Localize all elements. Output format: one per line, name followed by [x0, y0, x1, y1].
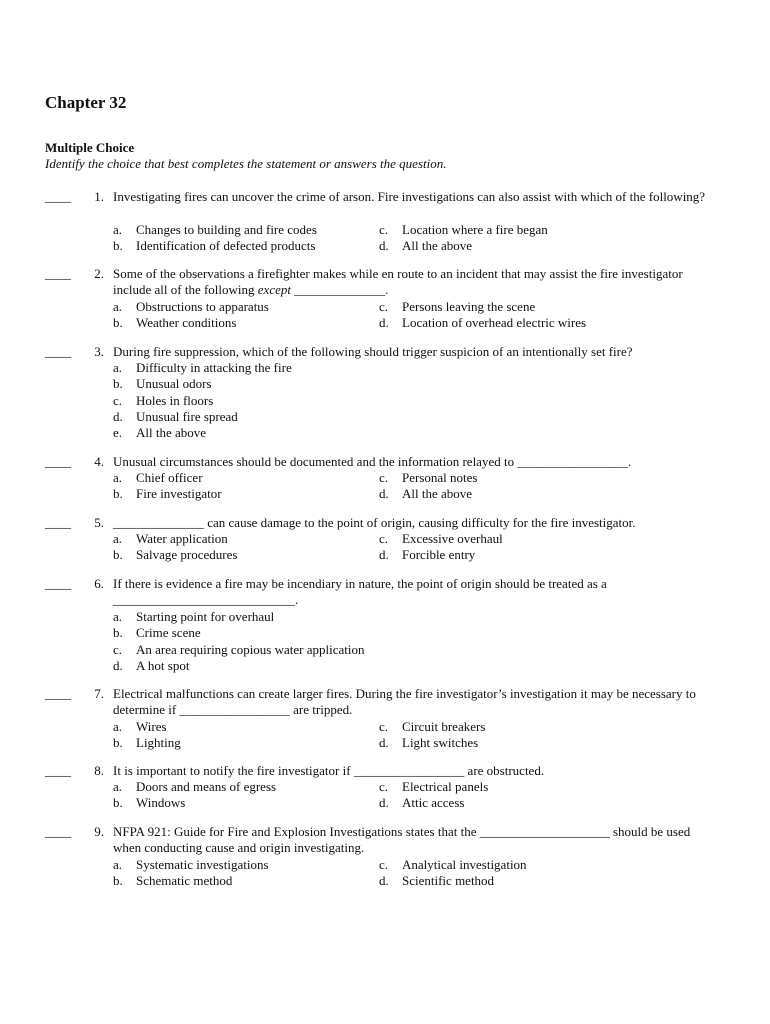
option-d	[379, 486, 472, 502]
option-b	[113, 376, 211, 392]
option-d	[113, 658, 189, 674]
option-text: Obstructions to apparatus	[136, 299, 269, 314]
question-stem: If there is evidence a fire may be incendiary in nature, the point of origin should be treated as a ____________________________.	[113, 576, 611, 608]
question-stem: It is important to notify the fire investigator if _________________ are obstructed.	[113, 763, 545, 778]
option-letter: a.	[113, 299, 123, 314]
option-text: An area requiring copious water application	[136, 642, 365, 657]
option-letter: b.	[113, 735, 123, 750]
option-text: Chief officer	[136, 470, 203, 485]
option-text: All the above	[402, 486, 473, 501]
option-d	[379, 795, 464, 811]
option-b	[113, 735, 181, 751]
option-letter: d.	[379, 795, 389, 810]
option-letter: d.	[113, 658, 123, 673]
option-text: Location where a fire began	[402, 222, 548, 237]
question-number: 6.	[94, 576, 104, 591]
option-letter: d.	[379, 735, 389, 750]
option-text: Salvage procedures	[136, 547, 238, 562]
option-letter: c.	[379, 222, 389, 237]
answer-blank: ____	[45, 824, 71, 839]
answer-blank: ____	[45, 266, 71, 281]
option-text: Changes to building and fire codes	[136, 222, 317, 237]
question-stem: During fire suppression, which of the following should trigger suspicion of an intentionally set fire?	[113, 344, 633, 359]
option-a	[113, 609, 274, 625]
option-text: All the above	[136, 425, 207, 440]
option-b	[113, 315, 236, 331]
option-letter: b.	[113, 873, 123, 888]
option-letter: d.	[379, 873, 389, 888]
option-letter: c.	[379, 470, 389, 485]
option-letter: b.	[113, 238, 123, 253]
chapter-title: Chapter 32	[45, 93, 127, 112]
option-b	[113, 795, 185, 811]
option-b	[113, 547, 237, 563]
option-text: Persons leaving the scene	[402, 299, 536, 314]
option-text: Forcible entry	[402, 547, 476, 562]
option-letter: c.	[379, 299, 389, 314]
option-d	[113, 409, 238, 425]
option-letter: b.	[113, 625, 123, 640]
answer-blank: ____	[45, 344, 71, 359]
question-number: 3.	[94, 344, 104, 359]
option-letter: d.	[379, 486, 389, 501]
option-text: Identification of defected products	[136, 238, 316, 253]
option-text: Schematic method	[136, 873, 233, 888]
option-text: Analytical investigation	[402, 857, 527, 872]
option-a	[113, 779, 276, 795]
option-text: Wires	[136, 719, 167, 734]
question-stem: Electrical malfunctions can create larger fires. During the fire investigator’s investigation it may be necessary to determine if _________________ are tripped.	[113, 686, 700, 718]
option-c	[379, 531, 503, 547]
question-stem: Investigating fires can uncover the crime of arson. Fire investigations can also assist with which of the following?	[113, 189, 706, 204]
option-b	[113, 625, 201, 641]
option-text: Light switches	[402, 735, 479, 750]
option-letter: a.	[113, 531, 123, 546]
answer-blank: ____	[45, 454, 71, 469]
option-c	[379, 299, 535, 315]
option-text: Water application	[136, 531, 228, 546]
option-text: Circuit breakers	[402, 719, 486, 734]
option-letter: d.	[379, 547, 389, 562]
option-letter: d.	[113, 409, 123, 424]
question-number: 1.	[94, 189, 104, 204]
option-text: Unusual odors	[136, 376, 212, 391]
option-text: Weather conditions	[136, 315, 237, 330]
option-letter: a.	[113, 719, 123, 734]
option-d	[379, 873, 494, 889]
option-c	[379, 857, 527, 873]
option-text: Starting point for overhaul	[136, 609, 275, 624]
section-instructions: Identify the choice that best completes the statement or answers the question.	[45, 156, 447, 171]
question-number: 2.	[94, 266, 104, 281]
option-letter: c.	[379, 857, 389, 872]
stem-text: Some of the observations a firefighter makes while en route to an incident that may assist the fire investigator include all of the following	[113, 266, 686, 298]
option-letter: c.	[379, 719, 389, 734]
option-a	[113, 222, 317, 238]
option-b	[113, 238, 315, 254]
option-text: Location of overhead electric wires	[402, 315, 587, 330]
option-text: A hot spot	[136, 658, 190, 673]
option-d	[379, 547, 475, 563]
section-heading: Multiple Choice	[45, 140, 135, 155]
option-c	[379, 779, 488, 795]
option-a	[113, 360, 292, 376]
option-text: Personal notes	[402, 470, 478, 485]
question-number: 7.	[94, 686, 104, 701]
option-text: Lighting	[136, 735, 181, 750]
option-c	[379, 470, 477, 486]
option-letter: c.	[379, 779, 389, 794]
option-c	[113, 642, 365, 658]
option-a	[113, 470, 203, 486]
answer-blank: ____	[45, 686, 71, 701]
option-letter: b.	[113, 547, 123, 562]
option-text: Holes in floors	[136, 393, 214, 408]
option-letter: a.	[113, 779, 123, 794]
option-letter: a.	[113, 222, 123, 237]
option-letter: e.	[113, 425, 123, 440]
option-text: Crime scene	[136, 625, 201, 640]
option-text: Difficulty in attacking the fire	[136, 360, 292, 375]
option-text: Unusual fire spread	[136, 409, 238, 424]
answer-blank: ____	[45, 576, 71, 591]
option-letter: a.	[113, 470, 123, 485]
option-letter: b.	[113, 486, 123, 501]
question-number: 5.	[94, 515, 104, 530]
option-d	[379, 238, 472, 254]
option-c	[379, 719, 485, 735]
option-letter: d.	[379, 238, 389, 253]
option-text: Attic access	[402, 795, 465, 810]
option-d	[379, 315, 586, 331]
option-letter: c.	[113, 393, 123, 408]
question-stem: ______________ can cause damage to the point of origin, causing difficulty for the fire investigator.	[113, 515, 636, 530]
option-letter: c.	[113, 642, 123, 657]
option-c	[113, 393, 213, 409]
option-a	[113, 857, 269, 873]
option-e	[113, 425, 206, 441]
question-number: 8.	[94, 763, 104, 778]
option-text: Systematic investigations	[136, 857, 269, 872]
option-b	[113, 486, 222, 502]
option-text: Fire investigator	[136, 486, 222, 501]
option-letter: d.	[379, 315, 389, 330]
option-letter: b.	[113, 376, 123, 391]
option-text: All the above	[402, 238, 473, 253]
option-text: Scientific method	[402, 873, 495, 888]
option-letter: b.	[113, 795, 123, 810]
question-number: 4.	[94, 454, 104, 469]
option-text: Windows	[136, 795, 186, 810]
option-c	[379, 222, 548, 238]
stem-text-end: ______________.	[290, 282, 389, 298]
question-number: 9.	[94, 824, 104, 839]
answer-blank: ____	[45, 515, 71, 530]
question-stem: NFPA 921: Guide for Fire and Explosion Investigations states that the ____________________ should be used when conducting cause and origin investigating.	[113, 824, 694, 856]
answer-blank: ____	[45, 763, 71, 778]
stem-emphasis: except	[257, 282, 291, 298]
option-b	[113, 873, 232, 889]
answer-blank: ____	[45, 189, 71, 204]
option-letter: a.	[113, 857, 123, 872]
option-a	[113, 531, 228, 547]
option-text: Doors and means of egress	[136, 779, 277, 794]
option-letter: a.	[113, 360, 123, 375]
option-letter: a.	[113, 609, 123, 624]
option-text: Electrical panels	[402, 779, 489, 794]
question-stem: Unusual circumstances should be documented and the information relayed to _________________.	[113, 454, 632, 469]
option-a	[113, 299, 269, 315]
option-text: Excessive overhaul	[402, 531, 503, 546]
option-letter: b.	[113, 315, 123, 330]
option-d	[379, 735, 478, 751]
question-stem	[113, 266, 718, 299]
option-a	[113, 719, 167, 735]
option-letter: c.	[379, 531, 389, 546]
